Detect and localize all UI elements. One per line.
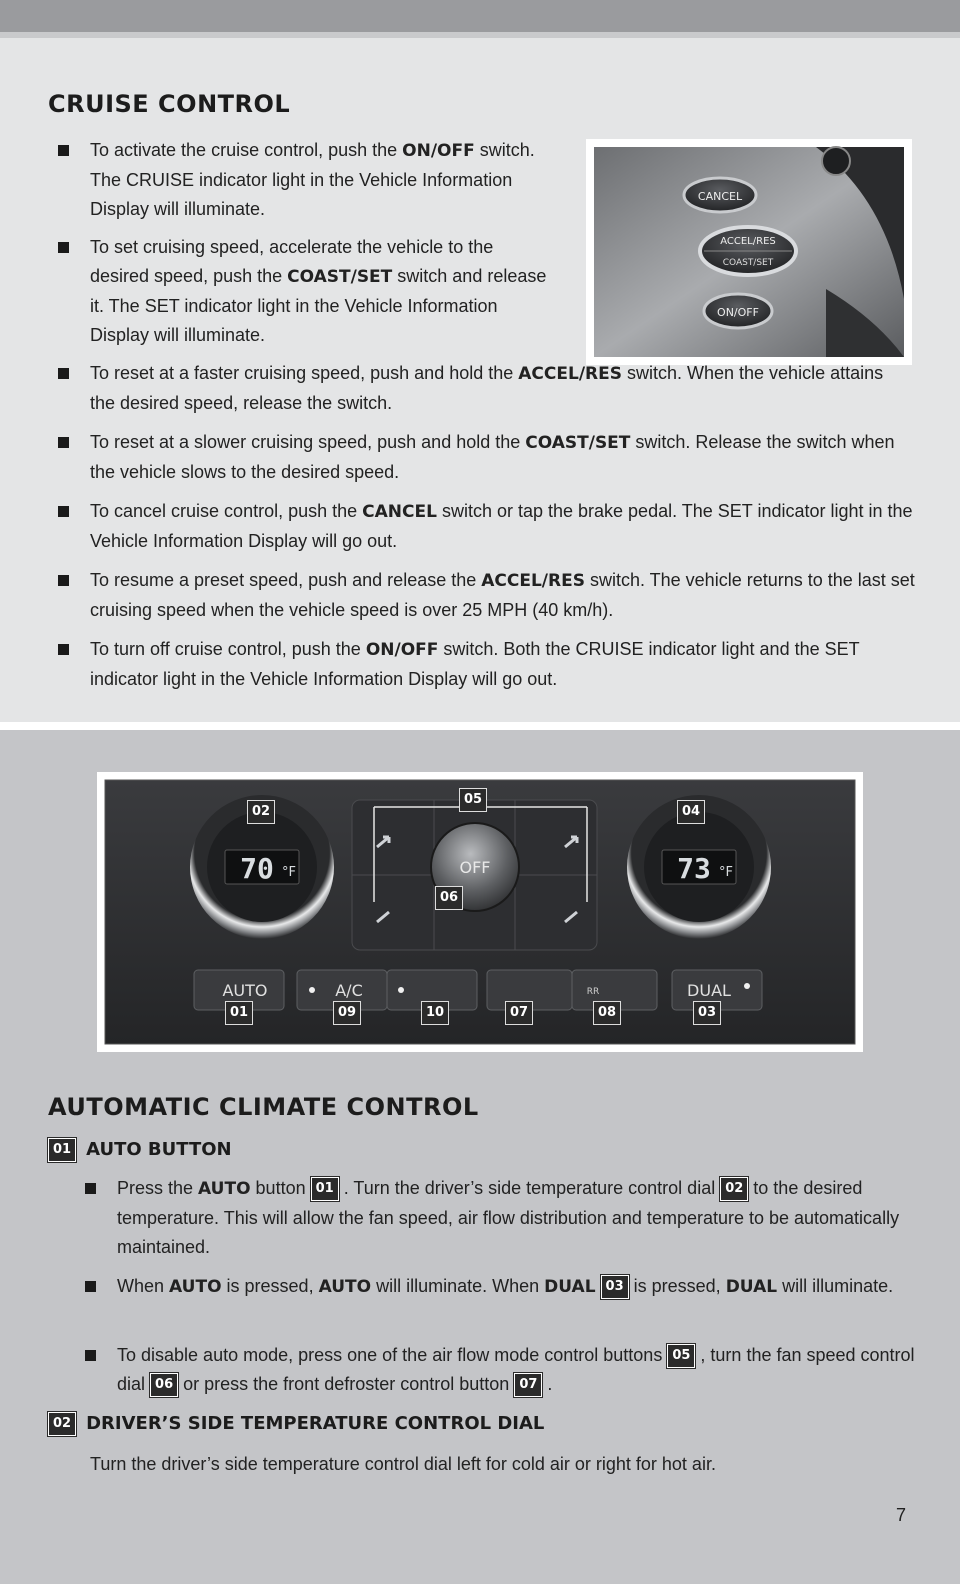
bullet-square-icon	[58, 145, 69, 156]
left-temp-unit: °F	[282, 865, 296, 880]
climate-bullet-3: To disable auto mode, press one of the air flow mode control buttons 05 , turn the fan speed control dial 06 or press the front defroster control button 07 .	[117, 1341, 917, 1399]
cruise-bullet-3: To reset at a faster cruising speed, push and hold the ACCEL/RES switch. When the vehicle attains the desired speed, release the switch.	[90, 359, 910, 418]
callout-03: 03	[693, 1001, 721, 1025]
cruise-bullet-4: To reset at a slower cruising speed, push and hold the COAST/SET switch. Release the switch when the vehicle slows to the desired speed.	[90, 428, 910, 487]
auto-button-heading: 01 AUTO BUTTON	[48, 1138, 232, 1162]
bullet-square-icon	[58, 644, 69, 655]
cancel-label: CANCEL	[697, 190, 743, 203]
bullet-square-icon	[58, 437, 69, 448]
cruise-bullet-6: To resume a preset speed, push and release the ACCEL/RES switch. The vehicle returns to the last set cruising speed when the vehicle speed is over 25 MPH (40 km/h).	[90, 566, 920, 625]
bullet-square-icon	[58, 242, 69, 253]
callout-05: 05	[459, 788, 487, 812]
right-temp-unit: °F	[719, 865, 733, 880]
left-temp-readout: 70	[240, 852, 274, 885]
callout-06: 06	[435, 886, 463, 910]
drivers-dial-text: Turn the driver’s side temperature control dial left for cold air or right for hot air.	[90, 1454, 716, 1474]
callout-04: 04	[677, 800, 705, 824]
climate-title: AUTOMATIC CLIMATE CONTROL	[48, 1093, 479, 1121]
bullet-square-icon	[85, 1183, 96, 1194]
bullet-square-icon	[58, 506, 69, 517]
number-badge: 01	[48, 1138, 76, 1162]
bullet-square-icon	[85, 1281, 96, 1292]
top-bar	[0, 0, 960, 32]
number-badge: 02	[48, 1412, 76, 1436]
cruise-bullet-5: To cancel cruise control, push the CANCEL switch or tap the brake pedal. The SET indicator light in the Vehicle Information Display will go out.	[90, 497, 920, 556]
steering-wheel-photo	[586, 139, 912, 365]
callout-08: 08	[593, 1001, 621, 1025]
dual-button-label: DUAL	[687, 981, 731, 1000]
climate-panel-photo	[97, 772, 863, 1052]
auto-button-label: AUTO	[222, 981, 268, 1000]
callout-01: 01	[225, 1001, 253, 1025]
bullet-square-icon	[58, 575, 69, 586]
cruise-bullet-7: To turn off cruise control, push the ON/OFF switch. Both the CRUISE indicator light and the SET indicator light in the Vehicle Information Display will go out.	[90, 635, 920, 694]
accel-res-label: ACCEL/RES	[720, 236, 776, 247]
rr-label: RR	[586, 987, 600, 997]
ac-button-label: A/C	[335, 981, 363, 1000]
cruise-bullet-2: To set cruising speed, accelerate the vehicle to the desired speed, push the COAST/SET switch and release it. The SET indicator light in the Vehicle Information Display will illuminate.	[90, 233, 550, 350]
callout-10: 10	[421, 1001, 449, 1025]
callout-09: 09	[333, 1001, 361, 1025]
coast-set-label: COAST/SET	[722, 258, 774, 268]
climate-bullet-2: When AUTO is pressed, AUTO will illuminate. When DUAL 03 is pressed, DUAL will illuminate.	[117, 1272, 917, 1302]
on-off-label: ON/OFF	[717, 306, 759, 319]
climate-bullet-1: Press the AUTO button 01 . Turn the driver’s side temperature control dial 02 to the desired temperature. This will allow the fan speed, air flow distribution and temperature to be automatically maintained.	[117, 1174, 917, 1262]
callout-02: 02	[247, 800, 275, 824]
section-divider	[0, 722, 960, 730]
cruise-bullet-1: To activate the cruise control, push the ON/OFF switch. The CRUISE indicator light in the Vehicle Information Display will illuminate.	[90, 136, 550, 224]
page-number: 7	[896, 1505, 907, 1525]
cruise-title: CRUISE CONTROL	[48, 90, 291, 118]
drivers-dial-heading: 02 DRIVER’S SIDE TEMPERATURE CONTROL DIAL	[48, 1412, 544, 1436]
fan-off-label: OFF	[459, 858, 491, 877]
bullet-square-icon	[58, 368, 69, 379]
right-temp-readout: 73	[677, 852, 711, 885]
bullet-square-icon	[85, 1350, 96, 1361]
callout-07: 07	[505, 1001, 533, 1025]
